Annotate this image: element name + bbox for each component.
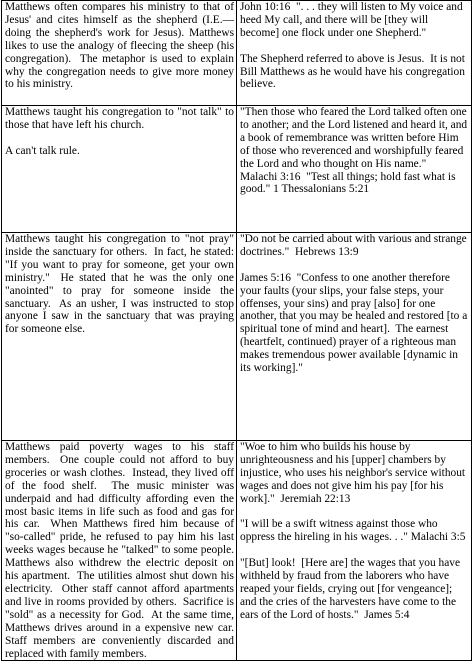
paragraph-gap xyxy=(240,506,469,519)
paragraph-gap xyxy=(240,40,469,53)
paragraph-gap xyxy=(240,259,469,272)
scripture-paragraph: "I will be a swift witness against those who oppress the hireling in his wages. . ." Malachi 3:5 xyxy=(240,518,466,544)
scripture-paragraph: "Do not be carried about with various and strange doctrines." Hebrews 13:9 xyxy=(240,233,470,258)
comparison-table xyxy=(1,0,472,661)
claim-paragraph: Matthews paid poverty wages to his staff members. One couple could not afford to buy groceries or wash clothes. Instead, they lived off of the food shelf. The music minister was underpaid and had difficulty affording even the most basic items in life such as food and gas for his car. When Matthews fired him because of "so-called" pride, he refused to pay him his last weeks wages because he "talked" to some people. Matthews also withdrew the electric deposit on his apartment. The utilities almost shut down his electricity. Other staff cannot afford apartments and live in rooms provided by others. Sacrifice is "sold" as a necessity for God. At the same time, Matthews drives around in a expensive new car. Staff members are conveniently discarded and replaced with family members. xyxy=(5,441,240,660)
scripture-paragraph: "[But] look! [Here are] the wages that you have withheld by fraud from the laborers who have reaped your fields, crying out [for vengeance]; and the cries of the harvesters have come to the ears of the Lord of hosts." James 5:4 xyxy=(240,557,463,621)
table-row xyxy=(2,1,472,106)
claim-cell xyxy=(2,106,237,233)
claim-paragraph: Matthews often compares his ministry to that of Jesus' and cites himself as the shepherd (I.E.—doing the shepherd's work for Jesus). Matthews likes to use the analogy of fleecing the sheep (his congregation). The metaphor is used to explain why the congregation needs to give more money to his ministry. xyxy=(5,1,237,91)
scripture-cell xyxy=(237,441,472,661)
scripture-cell xyxy=(237,106,472,233)
scripture-paragraph: James 5:16 "Confess to one another therefore your faults (your slips, your false steps, your offenses, your sins) and pray [also] for one another, that you may be healed and restored [to a spiritual tone of mind and heart]. The earnest (heartfelt, continued) prayer of a righteous man makes tremendous power available [dynamic in its working]." xyxy=(240,271,471,375)
scripture-cell xyxy=(237,233,472,441)
claim-paragraph: Matthews taught his congregation to "not talk" to those that have left his church. xyxy=(5,106,237,131)
claim-cell xyxy=(2,1,237,106)
scripture-paragraph: "Woe to him who builds his house by unrighteousness and his [upper] chambers by injustice, who uses his neighbor's service without wages and does not give him his pay [for his work]." Jeremiah 22:13 xyxy=(240,441,468,505)
table-row xyxy=(2,106,472,233)
claim-cell xyxy=(2,441,240,661)
claim-paragraph: Matthews taught his congregation to "not pray" inside the sanctuary for others. In fact, he stated: "If you want to pray for someone, get your own ministry." He stated that he was the only one "anointed" to pray for someone inside the sanctuary. As an usher, I was instructed to stop anyone I saw in the sanctuary that was praying for someone else. xyxy=(5,233,237,336)
scripture-paragraph: "Then those who feared the Lord talked often one to another; and the Lord listened and heard it, and a book of remembrance was written before Him of those who reverenced and worshipfully feared the Lord and who thought on His name." Malachi 3:16 "Test all things; hold fast what is good." 1 Thessalonians 5:21 xyxy=(240,106,470,196)
paragraph-gap xyxy=(5,132,234,145)
claim-cell xyxy=(2,233,237,441)
scripture-paragraph: The Shepherd referred to above is Jesus. It is not Bill Matthews as he would have his congregation believe. xyxy=(240,52,468,91)
scripture-paragraph: John 10:16 ". . . they will listen to My voice and heed My call, and there will be [they will become] one flock under one Shepherd." xyxy=(240,1,466,39)
claim-paragraph: A can't talk rule. xyxy=(5,144,80,157)
table-row xyxy=(2,441,472,661)
table-row xyxy=(2,233,472,441)
paragraph-gap xyxy=(240,544,469,557)
scripture-cell xyxy=(237,1,472,106)
